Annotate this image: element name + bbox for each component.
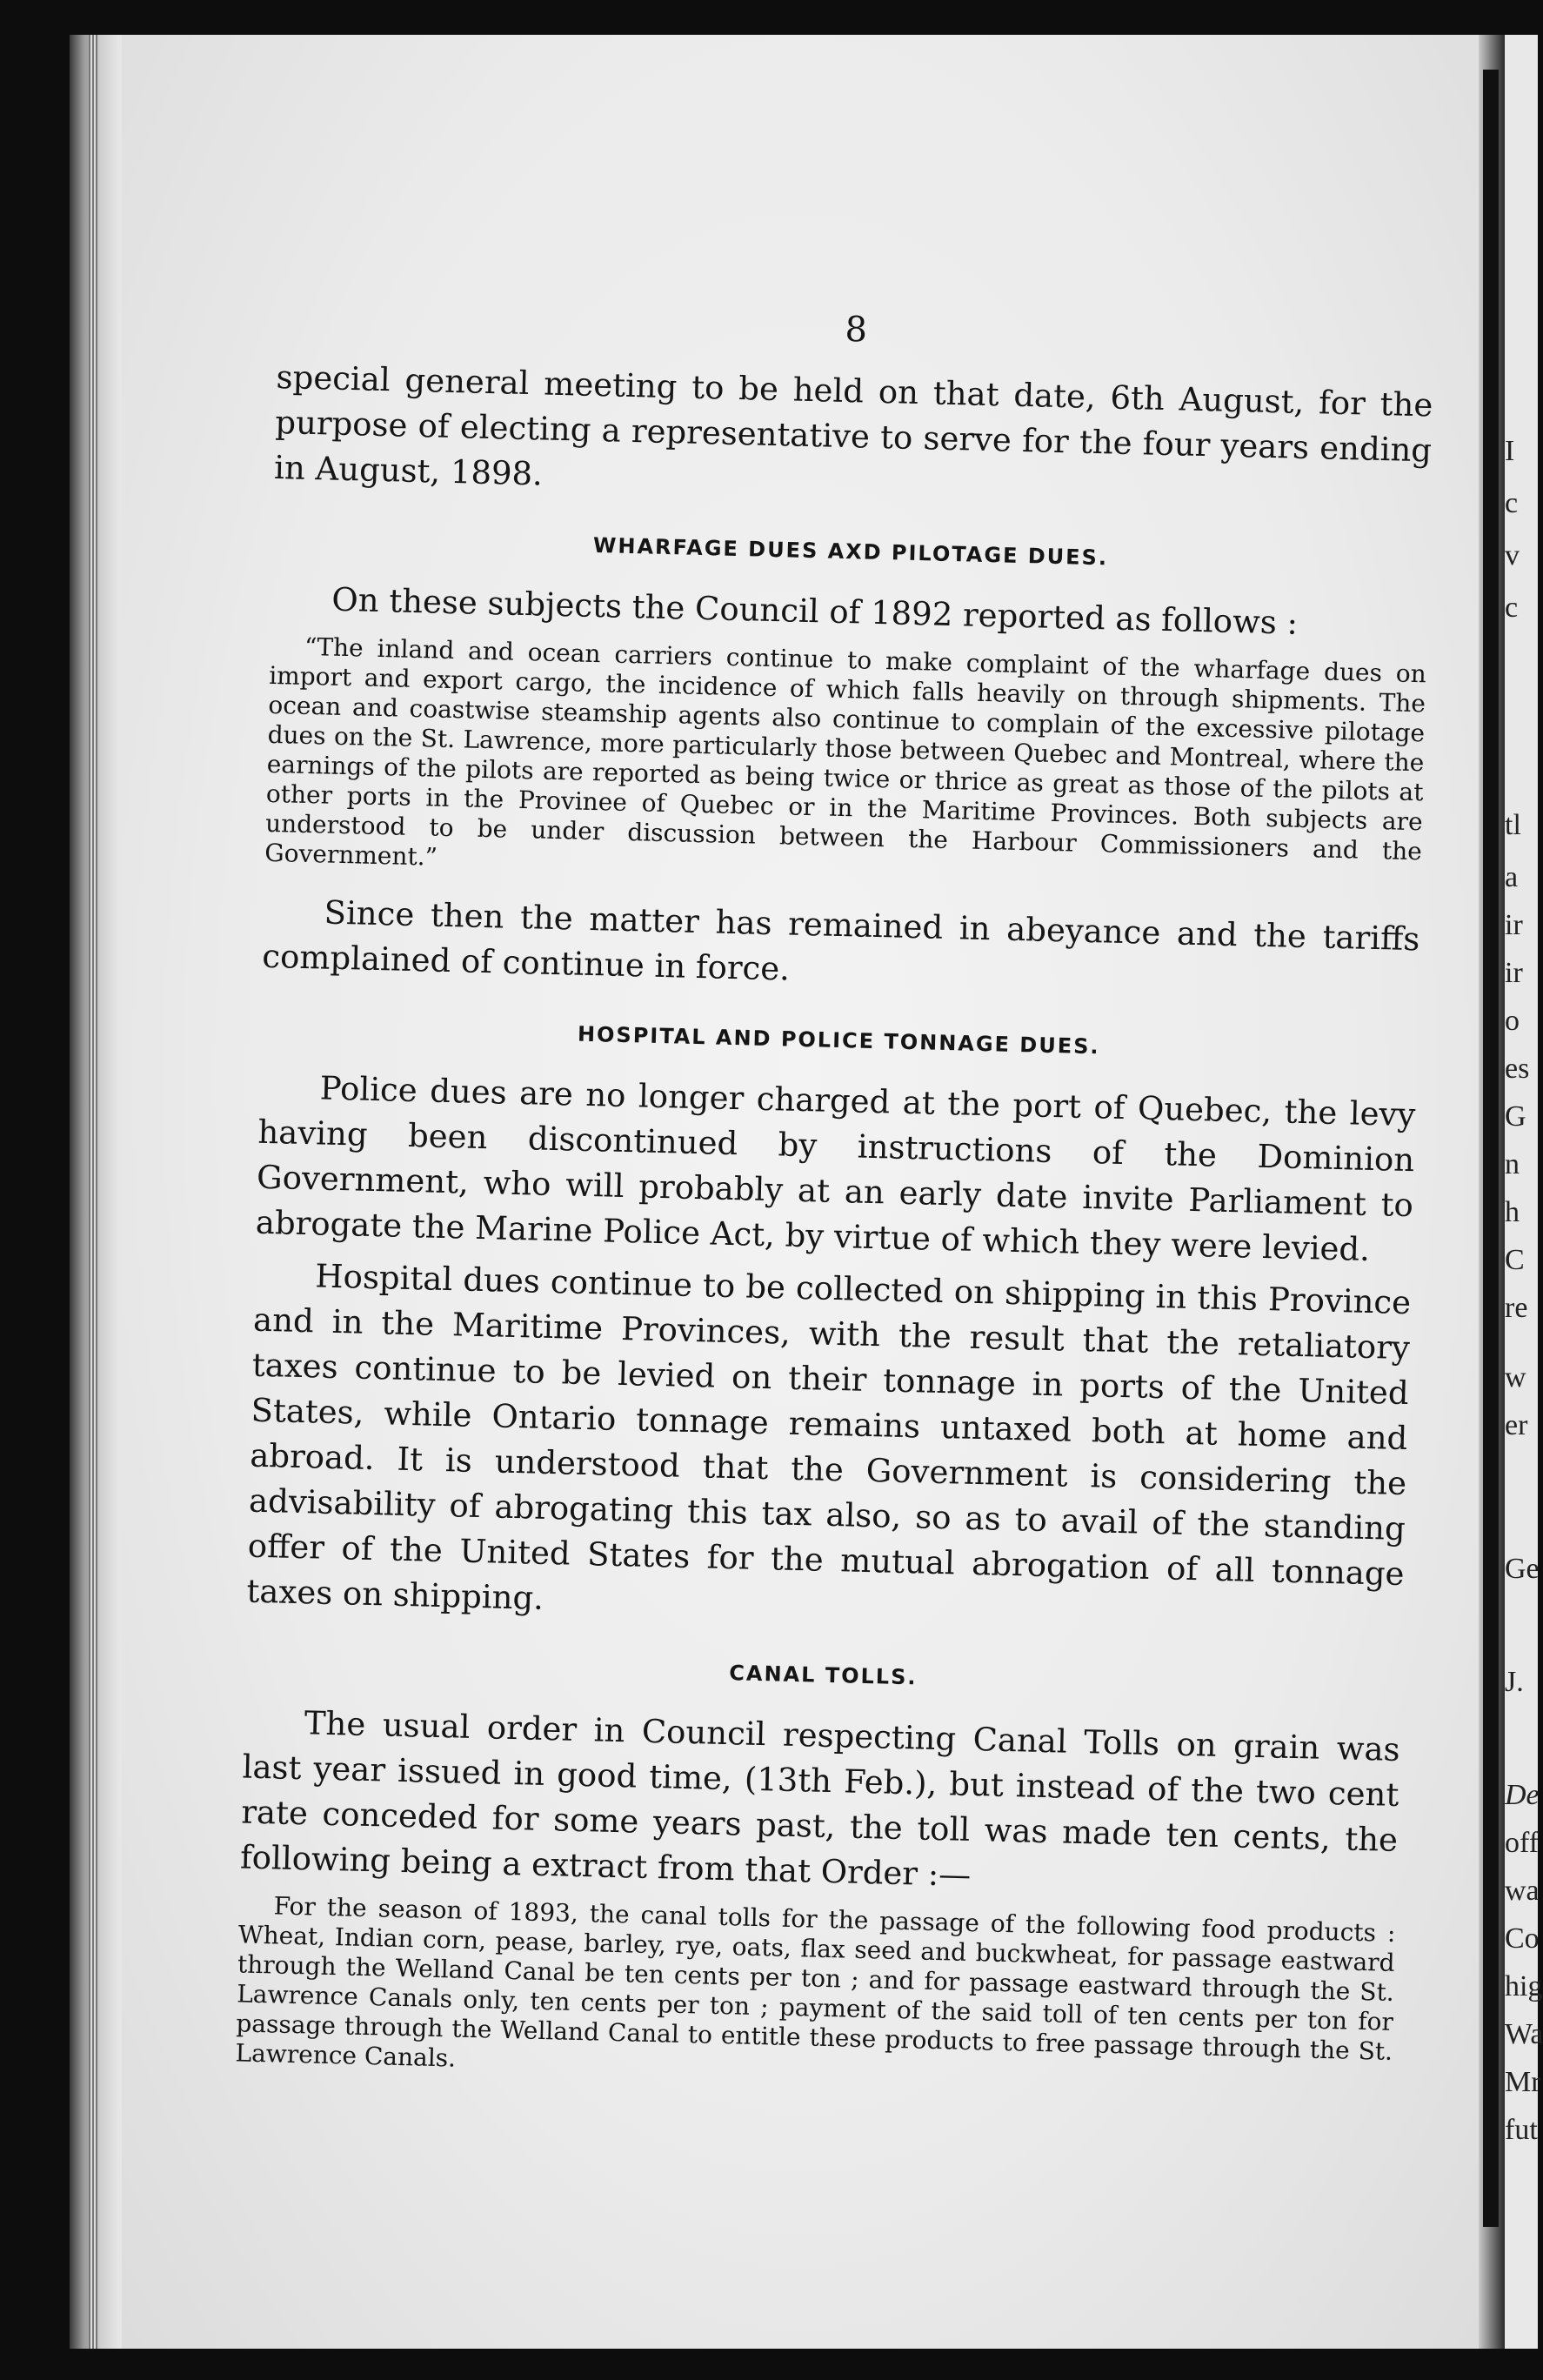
- intro-paragraph: special general meeting to be held on that date, 6th August, for the purpose of electing a representative to serve for the four years ending in August, 1898.: [273, 358, 1433, 493]
- adjacent-fragment: De: [1505, 1779, 1540, 1811]
- adjacent-page-edge: [1505, 35, 1543, 2349]
- adjacent-fragment: C: [1505, 1244, 1525, 1276]
- heading-canal: CANAL TOLLS.: [728, 1661, 918, 1690]
- wharfage-paragraph: On these subjects the Council of 1892 reported as follows :: [331, 580, 1299, 642]
- adjacent-fragment: Co: [1505, 1922, 1540, 1955]
- adjacent-fragment: wa: [1505, 1875, 1540, 1907]
- wharfage-quote: “The inland and ocean carriers continue to make complaint of the wharfage dues on import and export cargo, the incidence of which falls heavily on through shipments. The ocean and coastwise steamship agents also continue to complain of the excessive pilotage dues on the St. Lawrence, more particularly those between Quebec and Montreal, where the earnings of the pilots are reported as being twice or thrice as great as those of the pilots at other ports in the Provinee of Quebec or in the Maritime Provinces. Both subjects are understood to be under discussion between the Harbour Commissioners and the Government.”: [264, 632, 1427, 872]
- adjacent-fragment: w: [1505, 1361, 1526, 1394]
- adjacent-fragment: h: [1505, 1196, 1520, 1228]
- adjacent-fragment: ir: [1505, 957, 1523, 989]
- adjacent-fragment: G: [1505, 1100, 1526, 1133]
- canal-quote: For the season of 1893, the canal tolls for the passage of the following food products : Wheat, Indian corn, pease, barley, rye, oats, flax seed and buckwheat, for passage eastward through the Welland Canal be ten cents per ton ; and for passage eastward through the St. Lawrence Canals only, ten cents per ton ; payment of the said toll of ten cents per ton for passage through the Welland Canal to entitle these products to free passage through the St. Lawrence Canals.: [235, 1891, 1396, 2073]
- adjacent-fragment: n: [1505, 1148, 1520, 1180]
- adjacent-fragment: er: [1505, 1409, 1528, 1441]
- adjacent-fragment: a: [1505, 861, 1519, 893]
- adjacent-fragment: Ge: [1505, 1553, 1540, 1585]
- adjacent-fragment: off: [1505, 1827, 1540, 1859]
- adjacent-fragment: v: [1505, 539, 1520, 572]
- canal-paragraph: The usual order in Council respecting Canal Tolls on grain was last year issued in good time, (13th Feb.), but instead of the two cent rate conceded for some years past, the toll was made ten cents, the following being a extract from that Order :—: [239, 1704, 1401, 1894]
- adjacent-fragment: c: [1505, 592, 1519, 624]
- adjacent-fragment: ir: [1505, 909, 1523, 941]
- police-paragraph: Police dues are no longer charged at the port of Quebec, the levy having been discontinued by instructions of the Dominion Government, who will probably at an early date invite Parliament to abrogate the Marine Police Act, by virtue of which they were levied.: [255, 1069, 1416, 1268]
- adjacent-fragment: c: [1505, 487, 1519, 519]
- heading-hospital: HOSPITAL AND POLICE TONNAGE DUES.: [577, 1021, 1100, 1060]
- since-paragraph: Since then the matter has remained in abeyance and the tariffs complained of continue in force.: [261, 893, 1420, 988]
- book-spine: [1483, 70, 1499, 2227]
- adjacent-fragment: Mr: [1505, 2066, 1541, 2098]
- adjacent-fragment: re: [1505, 1292, 1528, 1324]
- adjacent-fragment: Wa: [1505, 2018, 1543, 2050]
- heading-wharfage: WHARFAGE DUES AXD PILOTAGE DUES.: [592, 532, 1109, 571]
- hospital-paragraph: Hospital dues continue to be collected on shipping in this Province and in the Maritime Provinces, with the result that the retaliatory taxes continue to be levied on their tonnage in ports of the United States, while Ontario tonnage remains untaxed both at home and abroad. It is understood that the Government is considering the advisability of abrogating this tax also, so as to avail of the standing offer of the United States for the mutual abrogation of all tonnage taxes on shipping.: [246, 1257, 1412, 1617]
- adjacent-fragment: es: [1505, 1053, 1530, 1085]
- page-content: [235, 296, 1435, 2117]
- adjacent-fragment: o: [1505, 1005, 1520, 1037]
- page-number: 8: [844, 309, 868, 351]
- adjacent-fragment: J.: [1505, 1666, 1524, 1698]
- adjacent-fragment: tl: [1505, 809, 1521, 841]
- adjacent-fragment: hig: [1505, 1970, 1543, 2002]
- adjacent-fragment: I: [1505, 435, 1515, 467]
- adjacent-fragment: fut: [1505, 2114, 1538, 2146]
